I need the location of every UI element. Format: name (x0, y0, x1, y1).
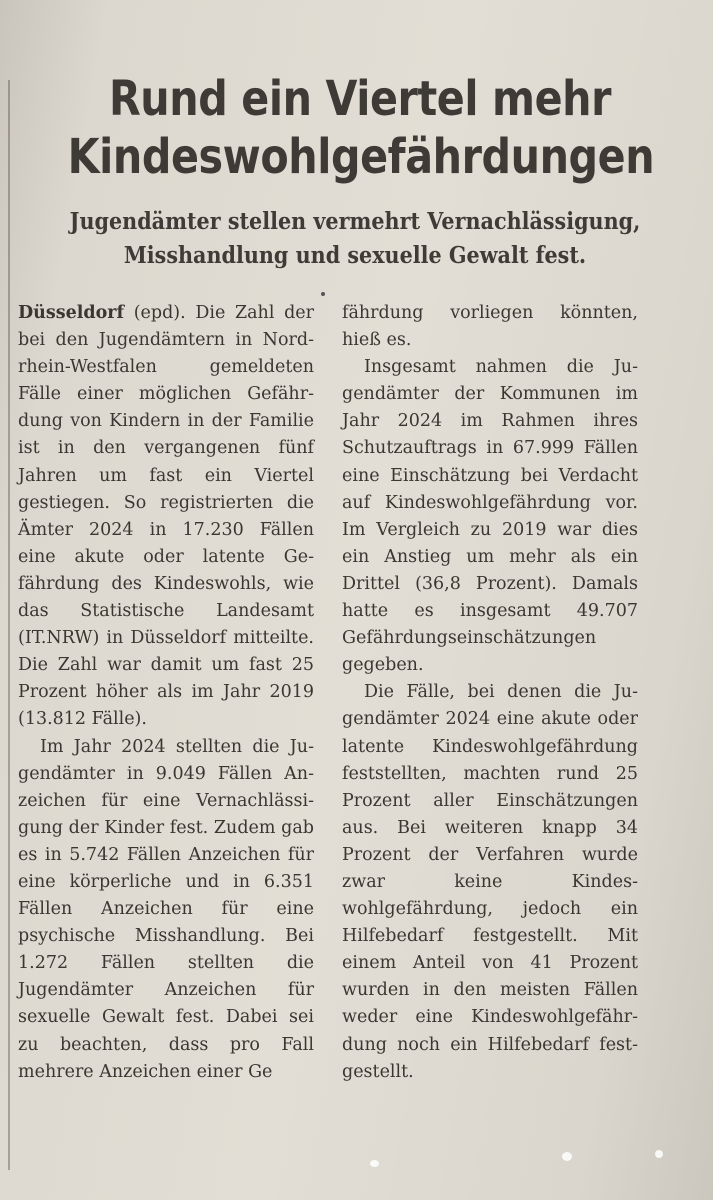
paper-speck (562, 1152, 572, 1161)
subheadline (49, 205, 661, 273)
paper-fold-line (8, 80, 10, 1170)
dateline: Düsseldorf (18, 303, 125, 323)
paragraph-4: Insgesamt nahmen die Jugendämter der Kommunen im Jahr 2024 im Rahmen ihres Schutzauftrags in 67.999 Fällen eine Einschätzung bei Verdacht auf Kindeswohlgefährdung vor. Im Vergleich zu 2019 war dies ein Anstieg um mehr als ein Drittel (36,8 Prozent). Damals hatte es insgesamt 49.707 Gefährdungseinschätzungen gegeben. (342, 357, 638, 676)
article-column-right (342, 300, 638, 1086)
paper-speck (655, 1150, 663, 1158)
article-column-left (18, 300, 314, 1086)
paragraph-1 (18, 300, 314, 734)
subheadline-line-1: Jugendämter stellen vermehrt Vernachlässigung, (69, 208, 641, 235)
subheadline-line-2: Misshandlung und sexuelle Gewalt fest. (123, 242, 587, 269)
paper-speck (370, 1160, 379, 1167)
headline (68, 70, 653, 186)
paragraph-5: Die Fälle, bei denen die Jugendämter 2024 eine akute oder latente Kindeswohlgefährdung feststellten, machten rund 25 Prozent aller Einschätzungen aus. Bei weiteren knapp 34 Prozent der Verfahren wurde zwar keine Kindeswohlgefährdung, jedoch ein Hilfebedarf festgestellt. Mit einem Anteil von 41 Prozent wurden in den meisten Fällen weder eine Kindeswohlgefährdung noch ein Hilfebedarf festgestellt. (342, 682, 638, 1082)
headline-line-2: Kindeswohlgefährdungen (67, 129, 655, 185)
paragraph-2: Im Jahr 2024 stellten die Jugendämter in 9.049 Fällen Anzeichen für eine Vernachlässigung der Kinder fest. Zudem gab es in 5.742 Fällen Anzeichen für eine körperliche und in 6.351 Fällen Anzeichen für eine psychische Misshandlung. Bei 1.272 Fällen stellten die Jugendämter Anzeichen für sexuelle Gewalt fest. Dabei sei zu beachten, dass pro Fall mehrere Anzeichen einer Ge (18, 736, 314, 1082)
column-mark (321, 292, 325, 296)
headline-line-1: Rund ein Viertel mehr (108, 71, 612, 127)
paragraph-1-text: (epd). Die Zahl der bei den Jugendämtern in Nordrhein-Westfalen gemeldeten Fälle einer möglichen Gefährdung von Kindern in der Familie ist in den vergangenen fünf Jahren um fast ein Viertel gestiegen. So registrierten die Ämter 2024 in 17.230 Fällen eine akute oder latente Gefährdung des Kindeswohls, wie das Statistische Landesamt (IT.NRW) in Düsseldorf mitteilte. Die Zahl war damit um fast 25 Prozent höher als im Jahr 2019 (13.812 Fälle). (18, 303, 314, 730)
paragraph-3: fährdung vorliegen könnten, hieß es. (342, 303, 638, 351)
